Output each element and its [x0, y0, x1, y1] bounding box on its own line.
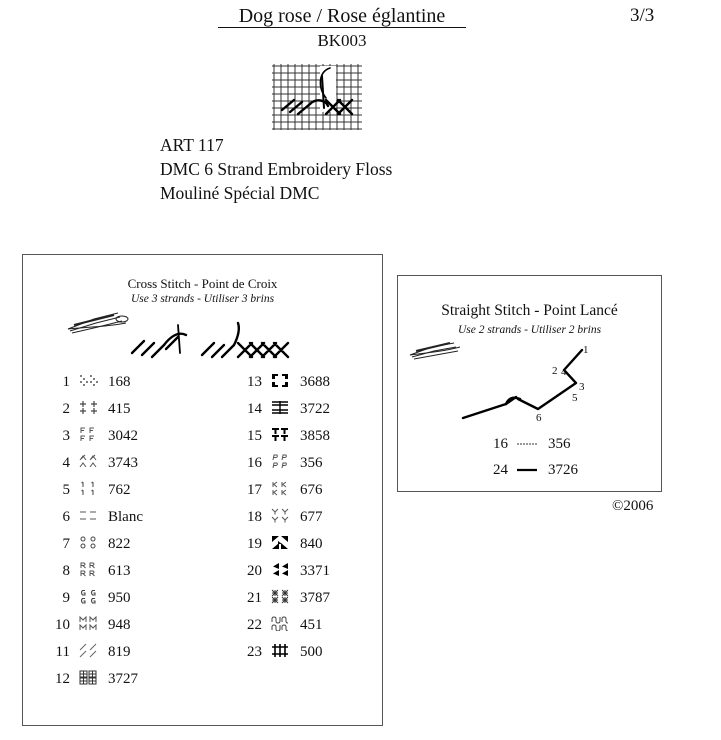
- product-name-fr: Mouliné Spécial DMC: [160, 183, 320, 203]
- straight-stitch-title: Straight Stitch - Point Lancé: [441, 302, 618, 319]
- list-item: 23 500: [247, 644, 323, 660]
- list-item: 17 676: [247, 482, 323, 498]
- stitch-step-label: 5: [572, 392, 578, 404]
- diag-dots-icon: [78, 373, 100, 388]
- title-underline: [218, 27, 466, 28]
- letters-gg-icon: [78, 589, 100, 604]
- stitch-step-label: 2: [552, 365, 558, 377]
- list-item: 3 3042: [62, 428, 138, 444]
- letters-mm-icon: [78, 616, 100, 631]
- black-brackets-icon: [270, 373, 292, 388]
- list-item: 20 3371: [247, 563, 330, 579]
- list-item: 24 3726: [493, 462, 578, 478]
- thick-line-icon: [516, 465, 538, 475]
- letters-kk-icon: [270, 481, 292, 496]
- ones-icon: [78, 481, 100, 496]
- list-item: 11 819: [55, 644, 131, 660]
- letters-pp-icon: [270, 454, 292, 469]
- slashes-icon: [78, 643, 100, 658]
- straight-stitch-diagram: [408, 335, 608, 427]
- list-item: 16 356: [247, 455, 323, 471]
- dashes-icon: [78, 508, 100, 523]
- list-item: 8 613: [62, 563, 131, 579]
- list-item: 1 168: [62, 374, 131, 390]
- stitch-step-label: 1: [583, 344, 589, 356]
- list-item: 22 451: [247, 617, 323, 633]
- cross-stitch-title: Cross Stitch - Point de Croix: [127, 276, 278, 291]
- letters-ff-icon: [78, 427, 100, 442]
- list-item: 16 356: [493, 436, 571, 452]
- copyright: ©2006: [612, 498, 654, 514]
- bars-icon: [270, 400, 292, 415]
- list-item: 5 762: [62, 482, 131, 498]
- list-item: 21 3787: [247, 590, 330, 606]
- black-arrows-icon: [270, 562, 292, 577]
- hash-icon: [270, 643, 292, 658]
- black-t-icon: [270, 427, 292, 442]
- grid-needle-icon: [268, 60, 366, 132]
- letters-rr-icon: [78, 562, 100, 577]
- stitch-step-label: 6: [536, 412, 542, 424]
- pattern-code: BK003: [317, 31, 367, 50]
- cross-stitch-subtitle: Use 3 strands - Utiliser 3 brins: [130, 293, 275, 305]
- plus-grid-icon: [78, 400, 100, 415]
- list-item: 12 3727: [55, 671, 138, 687]
- list-item: 2 415: [62, 401, 131, 417]
- stitch-step-label: 4: [561, 366, 567, 378]
- product-info: [160, 133, 392, 205]
- thin-line-icon: [516, 439, 538, 449]
- chevrons-icon: [78, 454, 100, 469]
- list-item: 14 3722: [247, 401, 330, 417]
- waves-icon: [270, 616, 292, 631]
- page-title: Dog rose / Rose églantine: [238, 5, 446, 27]
- stitch-step-label: 3: [579, 381, 585, 393]
- letters-yy-icon: [270, 508, 292, 523]
- list-item: 15 3858: [247, 428, 330, 444]
- article-number: ART 117: [160, 135, 224, 155]
- product-name-en: DMC 6 Strand Embroidery Floss: [160, 159, 393, 179]
- list-item: 10 948: [55, 617, 131, 633]
- circles-icon: [78, 535, 100, 550]
- list-item: 13 3688: [247, 374, 330, 390]
- list-item: 18 677: [247, 509, 323, 525]
- list-item: 4 3743: [62, 455, 138, 471]
- straight-stitch-subtitle: Use 2 strands - Utiliser 2 brins: [457, 324, 602, 336]
- list-item: 7 822: [62, 536, 131, 552]
- stars-icon: [270, 589, 292, 604]
- grid-squares-icon: [78, 670, 100, 685]
- black-triangles-icon: [270, 535, 292, 550]
- list-item: 9 950: [62, 590, 131, 606]
- page-number: 3/3: [630, 5, 655, 26]
- list-item: 6 Blanc: [62, 509, 143, 525]
- list-item: 19 840: [247, 536, 323, 552]
- cross-stitch-needle-icon: [66, 301, 306, 363]
